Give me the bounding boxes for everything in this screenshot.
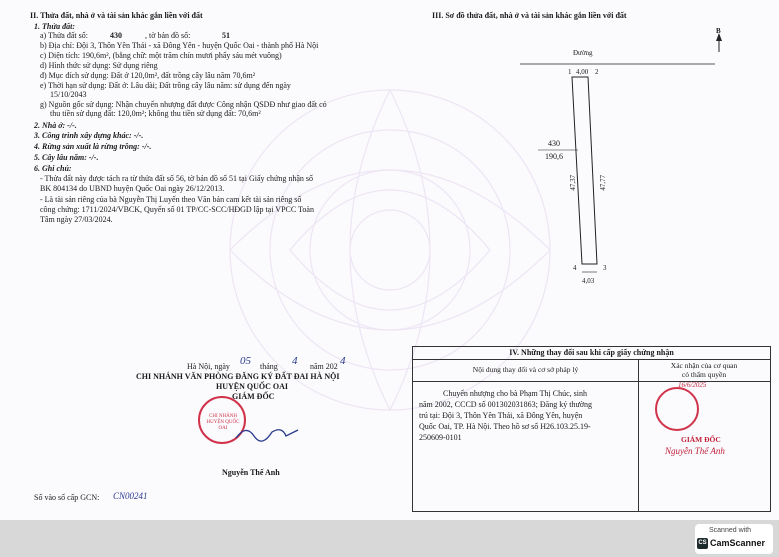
camscanner-line1: Scanned with xyxy=(709,527,752,534)
change-content-l3: trú tại: Đội 3, Thôn Yên Thái, xã Đông Yên, huyện xyxy=(419,411,583,420)
date-month: 4 xyxy=(292,355,298,367)
left-length: 47,37 xyxy=(569,174,578,191)
change-content-l4: Quốc Oai, TP. Hà Nội. Theo hồ sơ số H26.103.25.19- xyxy=(419,422,591,431)
parcel-heading: 1. Thửa đất: xyxy=(34,22,76,31)
confirm-date: 16/6/2025 xyxy=(678,381,707,389)
note2-line2: công chứng: 1711/2024/VBCK, Quyển số 01 TP/CC-SCC/HĐGD lập tại VPCC Toàn xyxy=(40,205,314,214)
gcn-value: CN00241 xyxy=(113,491,148,501)
point-3: 3 xyxy=(603,264,607,272)
date-day: 05 xyxy=(240,355,251,367)
origin-line-1: g) Nguồn gốc sử dụng: Nhận chuyển nhượng đất được Công nhận QSDĐ như giao đất có xyxy=(40,100,327,109)
changes-table xyxy=(412,346,771,512)
section2-title: II. Thửa đất, nhà ở và tài sản khác gắn liền với đất xyxy=(30,11,203,20)
parcel-number-value: 430 xyxy=(110,31,122,40)
use-term-line: e) Thời hạn sử dụng: Đất ở: Lâu dài; Đất trồng cây lâu năm: sử dụng đến ngày xyxy=(40,81,291,90)
address-line: b) Địa chỉ: Đội 3, Thôn Yên Thái - xã Đông Yên - huyện Quốc Oai - thành phố Hà Nội xyxy=(40,41,319,50)
note1-line1: - Thửa đất này được tách ra từ thửa đất số 56, tờ bản đồ số 51 tại Giấy chứng nhận số xyxy=(40,174,314,183)
other-works-heading: 3. Công trình xây dựng khác: -/-. xyxy=(34,131,144,140)
top-width: 4,00 xyxy=(576,68,589,76)
changes-col-content xyxy=(413,359,638,382)
camscanner-logo-icon: CS xyxy=(697,538,708,549)
changes-table-divider xyxy=(638,359,639,511)
changes-col-content-label: Nội dung thay đổi và cơ sở pháp lý xyxy=(472,365,579,374)
confirm-signer: Nguyễn Thế Anh xyxy=(665,446,725,456)
changes-col-confirm-l2: có thẩm quyền xyxy=(681,370,727,379)
stamp-text: CHI NHÁNH HUYỆN QUỐC OAI xyxy=(206,414,240,431)
agency-line1: CHI NHÁNH VĂN PHÒNG ĐĂNG KÝ ĐẤT ĐAI HÀ NỘI xyxy=(136,372,340,381)
house-heading: 2. Nhà ở: -/-. xyxy=(34,121,77,130)
month-label: tháng xyxy=(260,362,278,371)
place-date-prefix: Hà Nội, ngày xyxy=(187,362,230,371)
camscanner-line2: CamScanner xyxy=(710,538,766,548)
changes-col-confirm-l1: Xác nhận của cơ quan xyxy=(670,361,738,370)
parcel-number-label: a) Thửa đất số: xyxy=(40,31,88,40)
use-form-line: d) Hình thức sử dụng: Sử dụng riêng xyxy=(40,61,158,70)
director-signature xyxy=(232,420,302,446)
note2-line1: - Là tài sản riêng của bà Nguyễn Thị Luyến theo Văn bản cam kết tài sản riêng số xyxy=(40,195,302,204)
bottom-width: 4,03 xyxy=(582,277,595,285)
map-sheet-label: , tờ bản đồ số: xyxy=(145,31,191,40)
point-4: 4 xyxy=(573,264,577,272)
camscanner-badge xyxy=(695,524,773,554)
section3-title: III. Sơ đồ thửa đất, nhà ở và tài sản khác gắn liền với đất xyxy=(432,11,627,20)
director-title: GIÁM ĐỐC xyxy=(232,392,275,401)
changes-table-title: IV. Những thay đổi sau khi cấp giấy chứng nhận xyxy=(413,347,770,360)
confirm-role: GIÁM ĐỐC xyxy=(681,435,721,444)
use-term-date: 15/10/2043 xyxy=(50,90,87,99)
map-sheet-value: 51 xyxy=(222,31,230,40)
notes-heading: 6. Ghi chú: xyxy=(34,164,72,173)
road-label: Đường xyxy=(573,49,593,57)
change-content-l2: năm 2002, CCCD số 001302031863; Đăng ký thường xyxy=(419,400,593,409)
point-1: 1 xyxy=(568,68,572,76)
confirm-stamp xyxy=(655,387,699,431)
origin-line-2: thu tiền sử dụng đất: 120,0m²; không thu tiền sử dụng đất: 70,6m² xyxy=(50,109,261,118)
area-line: c) Diện tích: 190,6m², (bằng chữ: một trăm chín mươi phẩy sáu mét vuông) xyxy=(40,51,282,60)
year-label: năm 202 xyxy=(310,362,338,371)
gcn-label: Số vào sổ cấp GCN: xyxy=(34,493,100,502)
change-content-l1: Chuyển nhượng cho bà Phạm Thị Chúc, sinh xyxy=(443,389,587,398)
forest-heading: 4. Rừng sản xuất là rừng trồng: -/-. xyxy=(34,142,152,151)
date-year-digit: 4 xyxy=(340,355,346,367)
parcel-area-sketch: 190,6 xyxy=(545,152,563,161)
north-label: B xyxy=(716,27,721,35)
parcel-boundary xyxy=(572,77,597,264)
agency-line2: HUYỆN QUỐC OAI xyxy=(216,382,289,391)
note2-line3: Tâm ngày 27/03/2024. xyxy=(40,215,113,224)
parcel-number-sketch: 430 xyxy=(548,139,560,148)
changes-col-confirm xyxy=(638,359,770,382)
use-purpose-line: đ) Mục đích sử dụng: Đất ở 120,0m², đất trồng cây lâu năm 70,6m² xyxy=(40,71,256,80)
point-2: 2 xyxy=(595,68,599,76)
perennial-heading: 5. Cây lâu năm: -/-. xyxy=(34,153,99,162)
right-length: 47,77 xyxy=(599,174,608,191)
change-content-l5: 250609-0101 xyxy=(419,433,462,442)
note1-line2: BK 804134 do UBND huyện Quốc Oai ngày 26/12/2013. xyxy=(40,184,225,193)
signer-name: Nguyễn Thế Anh xyxy=(222,468,280,477)
